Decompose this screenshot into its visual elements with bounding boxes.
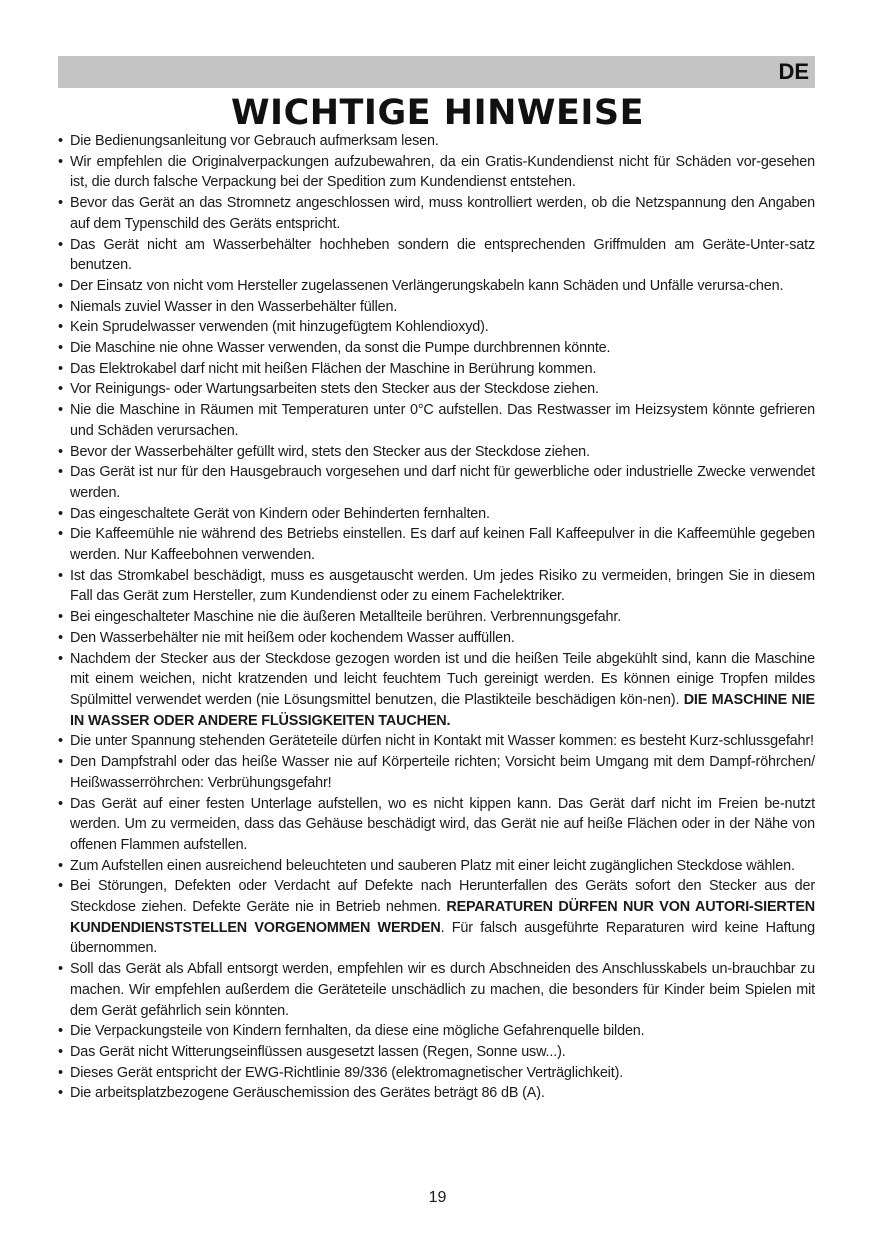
list-item-text: Nachdem der Stecker aus der Steckdose gezogen worden ist und die heißen Teile abgekühlt sind, kann die Maschine mit einem weichen, nicht kratzenden und leicht feuchtem Tuch gereinigt werden. Es können einige Tropfen mildes Spülmittel verwendet werden (nie Lösungsmittel benutzen, die Plastikteile beschädigen kön-nen). xyxy=(70,650,815,708)
list-item xyxy=(58,856,815,877)
list-item-text: Bevor der Wasserbehälter gefüllt wird, stets den Stecker aus der Steckdose ziehen. xyxy=(70,443,590,460)
list-item-text: Die arbeitsplatzbezogene Geräuschemission des Gerätes beträgt 86 dB (A). xyxy=(70,1085,545,1102)
list-item xyxy=(58,379,815,400)
list-item xyxy=(58,794,815,856)
list-item-text: Die Maschine nie ohne Wasser verwenden, da sonst die Pumpe durchbrennen könnte. xyxy=(70,340,611,357)
list-item xyxy=(58,276,815,297)
list-item-text: Das Gerät nicht am Wasserbehälter hochheben sondern die entsprechenden Griffmulden am Geräte-Unter-satz benutzen. xyxy=(70,236,815,274)
list-item-emphasis: REPARATUREN DÜRFEN NUR VON AUTORI-SIERTEN KUNDENDIENSTSTELLEN VORGENOMMEN WERDEN xyxy=(70,899,816,936)
language-header-bar xyxy=(58,56,815,88)
list-item-text: Niemals zuviel Wasser in den Wasserbehälter füllen. xyxy=(70,298,398,315)
list-item xyxy=(58,359,815,380)
safety-notice-list xyxy=(58,131,815,1104)
list-item-text: Die unter Spannung stehenden Geräteteile dürfen nicht in Kontakt mit Wasser kommen: es besteht Kurz-schlussgefahr! xyxy=(70,733,814,750)
list-item xyxy=(58,297,815,318)
page-title: WICHTIGE HINWEISE xyxy=(230,93,645,133)
list-item xyxy=(58,235,815,276)
list-item-text: Zum Aufstellen einen ausreichend beleuchteten und sauberen Platz mit einer leicht zugänglichen Steckdose wählen. xyxy=(70,857,795,874)
list-item-text: Den Wasserbehälter nie mit heißem oder kochendem Wasser auffüllen. xyxy=(70,629,515,646)
list-item-text-tail: . Für falsch ausgeführte Reparaturen wird keine Haftung übernommen. xyxy=(70,919,815,957)
list-item-text: Ist das Stromkabel beschädigt, muss es ausgetauscht werden. Um jedes Risiko zu vermeiden, bringen Sie in diesem Fall das Gerät zum Hersteller, zum Kundendienst oder zu einem Fachelektriker. xyxy=(70,567,815,605)
language-code: DE xyxy=(778,59,809,84)
list-item xyxy=(58,524,815,565)
list-item xyxy=(58,1021,815,1042)
list-item-text: Dieses Gerät entspricht der EWG-Richtlinie 89/336 (elektromagnetischer Verträglichkeit). xyxy=(70,1064,624,1081)
list-item xyxy=(58,628,815,649)
list-item xyxy=(58,400,815,441)
list-item xyxy=(58,317,815,338)
list-item xyxy=(58,649,815,732)
list-item xyxy=(58,959,815,1021)
page-number: 19 xyxy=(428,1189,447,1206)
list-item-text: Die Bedienungsanleitung vor Gebrauch aufmerksam lesen. xyxy=(70,133,439,149)
list-item-text: Wir empfehlen die Originalverpackungen aufzubewahren, da ein Gratis-Kundendienst nicht für Schäden vor-gesehen ist, die durch falsche Verpackung bei der Spedition zum Kundendienst entstehen. xyxy=(70,153,815,191)
list-item-text: Bei Störungen, Defekten oder Verdacht auf Defekte nach Herunterfallen des Geräts sofort den Stecker aus der Steckdose ziehen. Defekte Geräte nie in Betrieb nehmen. xyxy=(70,878,815,916)
list-item xyxy=(58,462,815,503)
list-item xyxy=(58,731,815,752)
list-item xyxy=(58,876,815,959)
list-item-text: Das Gerät auf einer festen Unterlage aufstellen, wo es nicht kippen kann. Das Gerät darf nicht im Freien be-nutzt werden. Um zu vermeiden, dass das Gehäuse beschädigt wird, das Gerät nie auf heiße Flächen oder in der Nähe von offenen Flammen aufstellen. xyxy=(70,795,815,853)
list-item-text: Die Verpackungsteile von Kindern fernhalten, da diese eine mögliche Gefahrenquelle bilden. xyxy=(70,1023,645,1040)
list-item xyxy=(58,152,815,193)
list-item-text: Soll das Gerät als Abfall entsorgt werden, empfehlen wir es durch Abschneiden des Anschlusskabels un-brauchbar zu machen. Wir empfehlen außerdem die Geräteteile unschädlich zu machen, die besonders für Kinder beim Spielen mit dem Gerät gefährlich sein könnten. xyxy=(70,961,815,1019)
list-item xyxy=(58,566,815,607)
list-item xyxy=(58,752,815,793)
list-item xyxy=(58,1042,815,1063)
list-item xyxy=(58,338,815,359)
list-item-text: Das eingeschaltete Gerät von Kindern oder Behinderten fernhalten. xyxy=(70,505,490,522)
list-item xyxy=(58,1063,815,1084)
list-item xyxy=(58,1083,815,1104)
list-item-text: Nie die Maschine in Räumen mit Temperaturen unter 0°C aufstellen. Das Restwasser im Heizsystem könnte gefrieren und Schäden verursachen. xyxy=(70,402,815,439)
list-item-text: Das Gerät nicht Witterungseinflüssen ausgesetzt lassen (Regen, Sonne usw...). xyxy=(70,1043,566,1060)
list-item-text: Der Einsatz von nicht vom Hersteller zugelassenen Verlängerungskabeln kann Schäden und Unfälle verursa-chen. xyxy=(70,277,784,294)
list-item-text: Kein Sprudelwasser verwenden (mit hinzugefügtem Kohlendioxyd). xyxy=(70,319,489,336)
list-item xyxy=(58,193,815,234)
list-item-text: Die Kaffeemühle nie während des Betriebs einstellen. Es darf auf keinen Fall Kaffeepulver in die Kaffeemühle gegeben werden. Nur Kaffeebohnen verwenden. xyxy=(70,526,815,564)
list-item xyxy=(58,131,815,152)
list-item xyxy=(58,442,815,463)
list-item-text: Bevor das Gerät an das Stromnetz angeschlossen wird, muss kontrolliert werden, ob die Netzspannung den Angaben auf dem Typenschild des Geräts entspricht. xyxy=(70,195,815,232)
list-item-text: Das Gerät ist nur für den Hausgebrauch vorgesehen und darf nicht für gewerbliche oder industrielle Zwecke verwendet werden. xyxy=(70,464,815,501)
list-item xyxy=(58,607,815,628)
list-item-text: Den Dampfstrahl oder das heiße Wasser nie auf Körperteile richten; Vorsicht beim Umgang mit dem Dampf-röhrchen/ Heißwasserröhrchen: Verbrühungsgefahr! xyxy=(70,754,815,791)
list-item xyxy=(58,504,815,525)
list-item-emphasis: DIE MASCHINE NIE IN WASSER ODER ANDERE FLÜSSIGKEITEN TAUCHEN. xyxy=(70,691,815,729)
list-item-text: Bei eingeschalteter Maschine nie die äußeren Metallteile berühren. Verbrennungsgefahr. xyxy=(70,609,622,626)
list-item-text: Das Elektrokabel darf nicht mit heißen Flächen der Maschine in Berührung kommen. xyxy=(70,360,597,377)
list-item-text: Vor Reinigungs- oder Wartungsarbeiten stets den Stecker aus der Steckdose ziehen. xyxy=(70,381,599,398)
